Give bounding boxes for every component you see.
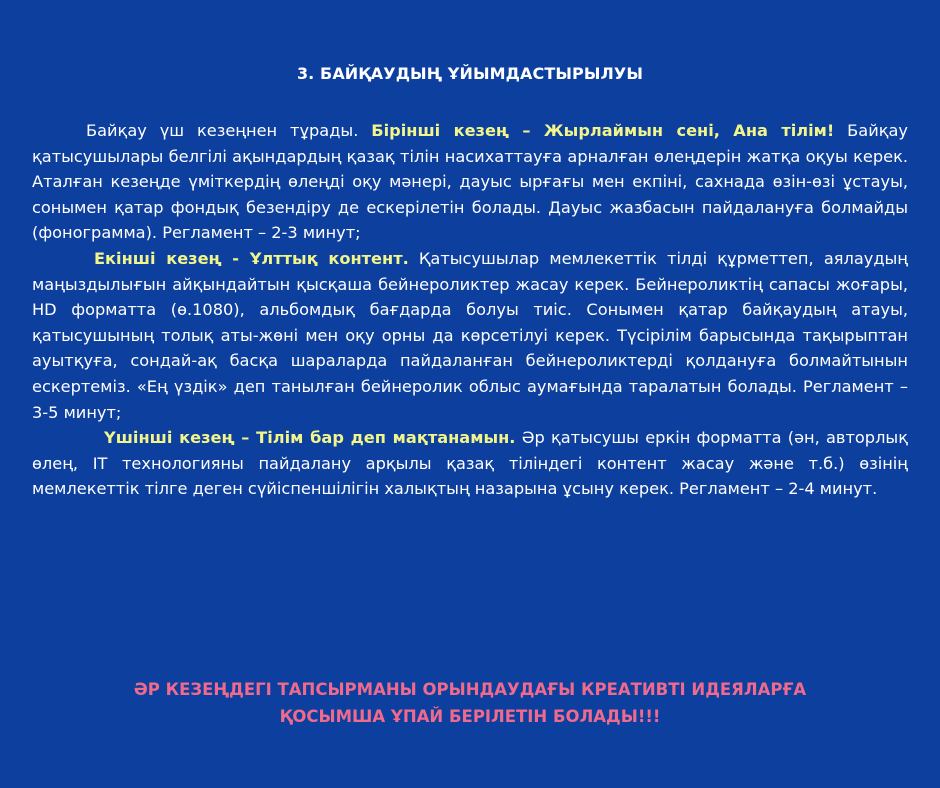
stage-3-text: Әр қатысушы еркін форматта (ән, авторлық өлең, IT технологияны пайдалану арқылы қазақ тіліндегі контент жасау және т.б.) өзінің мемлекеттік тілге деген сүйіспеншілігін халықтың назарына ұсыну керек. Регламент – 2-4 минут. [32, 428, 908, 499]
bonus-note [0, 676, 940, 730]
section-heading: 3. БАЙҚАУДЫҢ ҰЙЫМДАСТЫРЫЛУЫ [296, 64, 644, 83]
bonus-note-line-2: ҚОСЫМША ҰПАЙ БЕРІЛЕТІН БОЛАДЫ!!! [279, 707, 661, 726]
document-body [32, 118, 908, 502]
stage-3-title: Үшінші кезең – Тілім бар деп мақтанамын. [104, 428, 516, 448]
bonus-note-line-1: ӘР КЕЗЕҢДЕГІ ТАПСЫРМАНЫ ОРЫНДАУДАҒЫ КРЕАТИВТІ ИДЕЯЛАРҒА [133, 680, 807, 699]
paragraph-intro: Байқау үш кезеңнен тұрады. [86, 121, 372, 140]
stage-2-text: Қатысушылар мемлекеттік тілді құрметтеп, аялаудың маңыздылығын айқындайтын қысқаша бейнероликтер жасау керек. Бейнероликтің сапасы жоғары, HD форматта (ө.1080), альбомдық бағдарда болуы тиіс. Сонымен қатар байқаудың атауы, қатысушының толық аты-жөні мен оқу орны да көрсетілуі керек. Түсірілім барысында тақырыптан ауытқуға, сондай-ақ басқа шараларда пайдаланған бейнероликтерді қолдануға болмайтынын ескертеміз. «Ең үздік» деп танылған бейнеролик облыс аумағында таралатын болады. Регламент – 3-5 минут; [32, 248, 908, 422]
stage-1-title: Бірінші кезең – Жырлаймын сені, Ана тілім! [371, 121, 835, 140]
paragraph-stage-2 [32, 246, 908, 425]
stage-1-text: Байқау қатысушылары белгілі ақындардың қазақ тілін насихаттауға арналған өлеңдерін жатқа оқуы керек. Аталған кезеңде үміткердің өлеңді оқу мәнері, дауыс ырғағы мен екпіні, сахнада өзін-өзі ұстауы, сонымен қатар фондық безендіру де ескерілетін болады. Дауыс жазбасын пайдалануға болмайды (фонограмма). Регламент – 2-3 минут; [32, 121, 908, 243]
stage-2-title: Екінші кезең - Ұлттық контент. [94, 248, 409, 268]
paragraph-stage-3 [32, 425, 908, 502]
paragraph-stage-1 [32, 118, 908, 246]
